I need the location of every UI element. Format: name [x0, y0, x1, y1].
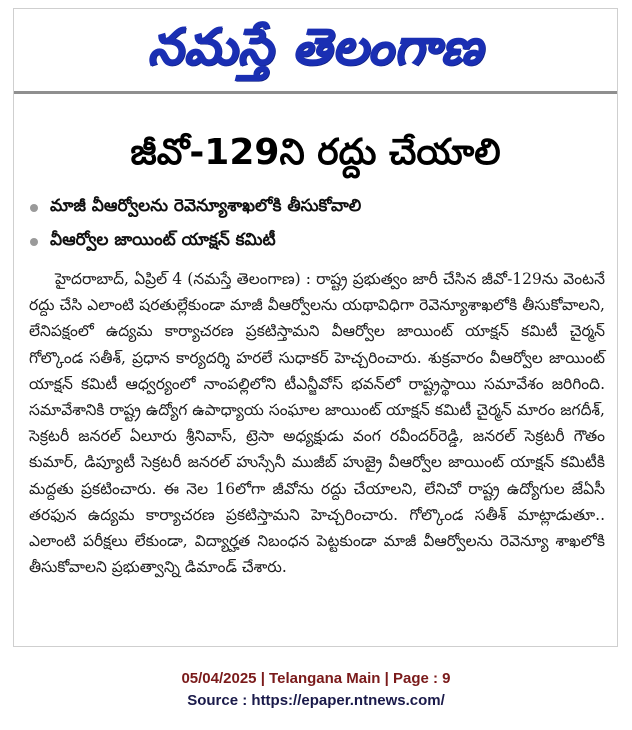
subpoint-text: వీఆర్వోల జాయింట్ యాక్షన్ కమిటీ — [50, 230, 276, 250]
article-headline: జీవో-129ని రద్దు చేయాలి — [130, 132, 501, 173]
article-body: హైదరాబాద్, ఏప్రిల్ 4 (నమస్తే తెలంగాణ) : రాష్ట్ర ప్రభుత్వం జారీ చేసిన జీవో-129ను వెంటనే రద్దు చేసి ఎలాంటి షరతుల్లేకుండా మాజీ వీఆర్వోలను యథావిధిగా రెవెన్యూశాఖలోకి తీసుకోవాలని, లేనిపక్షంలో ఉద్యమ కార్యాచరణ ప్రకటిస్తామని వీఆర్వోల జాయింట్ యాక్షన్ కమిటీ చైర్మన్ గోల్కొండ సతీశ్, ప్రధాన కార్యదర్శి హరలే సుధాకర్ హెచ్చరించారు. శుక్రవారం వీఆర్వోల జాయింట్ యాక్షన్ కమిటీ ఆధ్వర్యంలో నాంపల్లిలోని టీఎన్జీవోస్ భవన్‌లో రాష్ట్రస్థాయి సమావేశం జరిగింది. సమావేశానికి రాష్ట్ర ఉద్యోగ ఉపాధ్యాయ సంఘాల జాయింట్ యాక్షన్ కమిటీ చైర్మన్ మారం జగదీశ్, సెక్రటరీ జనరల్ ఏలూరు శ్రీనివాస్, ట్రెసా అధ్యక్షుడు వంగ రవీందర్‌రెడ్డి, జనరల్ సెక్రటరీ గౌతం కుమార్, డిప్యూటీ సెక్రటరీ జనరల్ హుస్సేనీ ముజీబ్ హుజ్రై వీఆర్వోల జాయింట్ యాక్షన్ కమిటీకి మద్దతు ప్రకటించారు. ఈ నెల 16లోగా జీవోను రద్దు చేయాలని, లేనిచో రాష్ట్ర ఉద్యోగుల జేఏసీ తరఫున ఉద్యమ కార్యాచరణ ప్రకటిస్తామని హెచ్చరించారు. గోల్కొండ సతీశ్ మాట్లాడుతూ.. ఎలాంటి పరీక్షలు లేకుండా, విద్యార్హత నిబంధన పెట్టకుండా మాజీ వీఆర్వోలను రెవెన్యూ శాఖలోకి తీసుకోవాలని ప్రభుత్వాన్ని డిమాండ్ చేశారు. — [29, 270, 605, 577]
newspaper-logo: నమస్తే తెలంగాణ — [147, 18, 484, 76]
publication-info: 05/04/2025 | Telangana Main | Page : 9 — [181, 670, 451, 687]
subpoint-list — [30, 191, 605, 259]
subpoint-text: మాజీ వీఆర్వోలను రెవెన్యూశాఖలోకి తీసుకోవాలి — [50, 196, 362, 216]
masthead-divider — [14, 91, 617, 94]
subpoint-item — [30, 225, 605, 259]
bullet-icon — [30, 238, 38, 246]
masthead — [14, 11, 617, 83]
newspaper-clipping — [13, 8, 618, 647]
source-link[interactable]: Source : https://epaper.ntnews.com/ — [187, 692, 445, 709]
subpoint-item — [30, 191, 605, 225]
footer — [0, 668, 632, 712]
bullet-icon — [30, 204, 38, 212]
